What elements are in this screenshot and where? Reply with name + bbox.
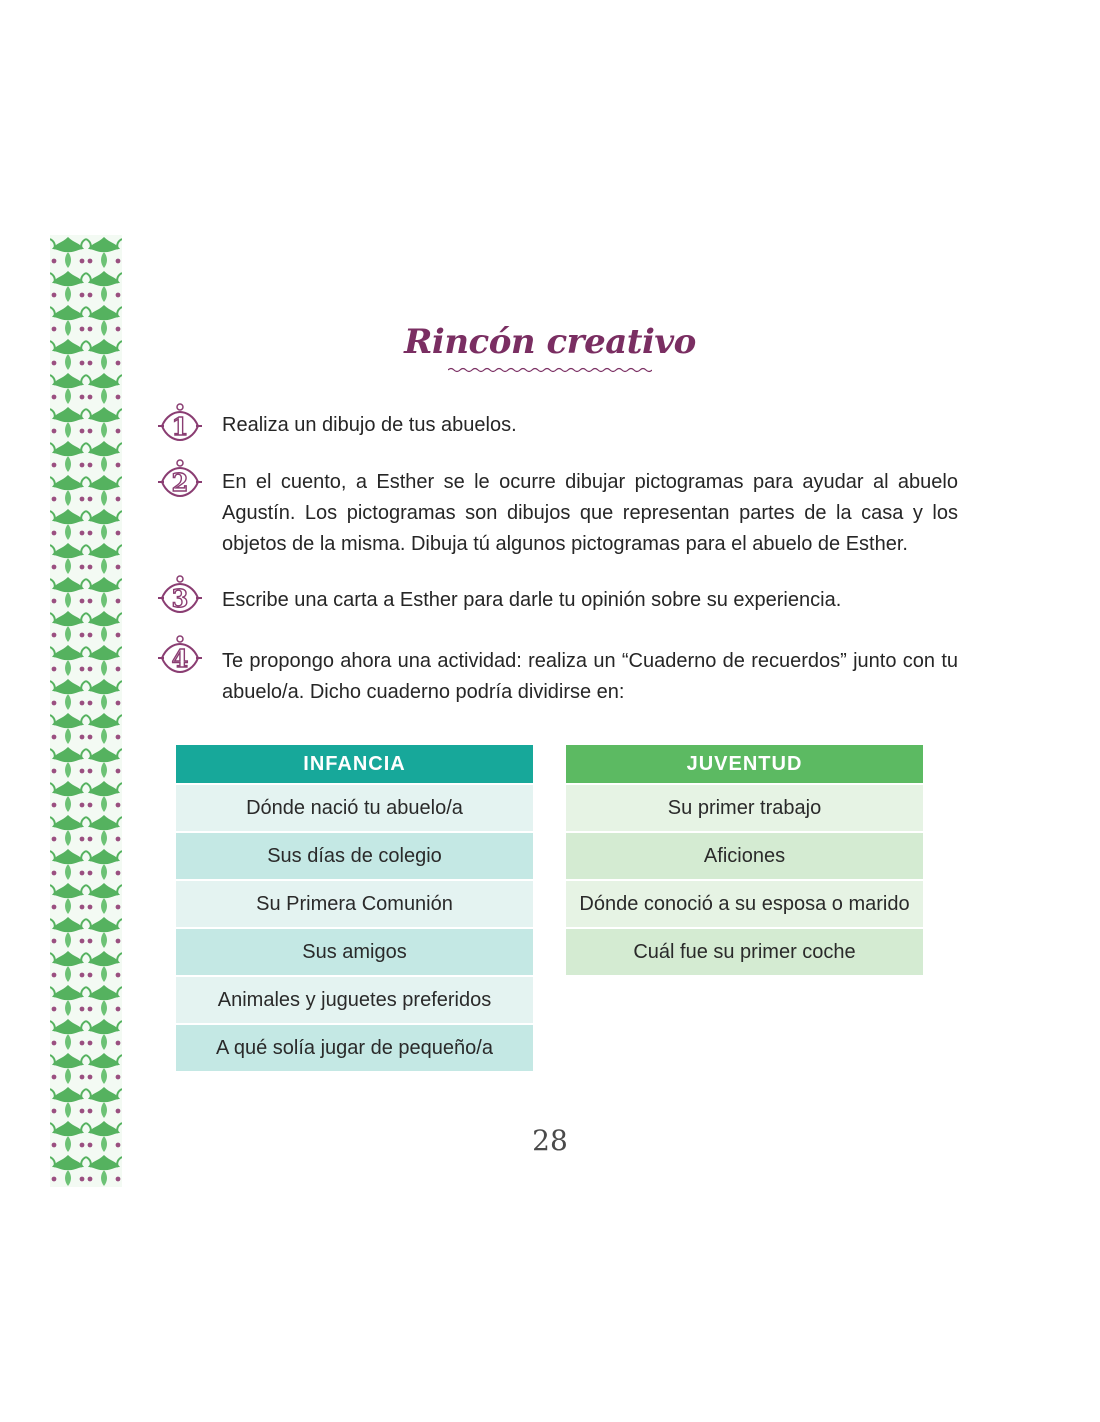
table-row: Dónde conoció a su esposa o marido	[566, 879, 923, 927]
table-row: Sus amigos	[176, 927, 533, 975]
table-row: Dónde nació tu abuelo/a	[176, 783, 533, 831]
activity-text-1: Realiza un dibujo de tus abuelos.	[222, 414, 517, 436]
number-badge-1-icon	[156, 402, 204, 450]
number-badge-2-icon	[156, 458, 204, 506]
title-underline	[448, 367, 652, 373]
svg-text:2: 2	[171, 468, 189, 497]
page-title: Rincón creativo	[404, 322, 696, 362]
table-row: A qué solía jugar de pequeño/a	[176, 1023, 533, 1071]
table-infancia-header: INFANCIA	[176, 745, 533, 783]
table-row: Cuál fue su primer coche	[566, 927, 923, 975]
svg-text:4: 4	[171, 644, 189, 673]
table-row: Animales y juguetes preferidos	[176, 975, 533, 1023]
number-badge-4-icon	[156, 634, 204, 682]
table-juventud	[566, 745, 923, 975]
activity-text-4: Te propongo ahora una actividad: realiza un “Cuaderno de recuerdos” junto con tu abuelo/a. Dicho cuaderno podría dividirse en:	[222, 650, 958, 703]
table-juventud-header: JUVENTUD	[566, 745, 923, 783]
activity-text-3: Escribe una carta a Esther para darle tu opinión sobre su experiencia.	[222, 589, 842, 611]
svg-text:3: 3	[171, 584, 189, 613]
table-infancia	[176, 745, 533, 1071]
table-row: Su primer trabajo	[566, 783, 923, 831]
table-row: Sus días de colegio	[176, 831, 533, 879]
table-row: Su Primera Comunión	[176, 879, 533, 927]
table-row: Aficiones	[566, 831, 923, 879]
svg-text:1: 1	[171, 412, 189, 441]
page-number: 28	[532, 1124, 568, 1157]
activity-text-2: En el cuento, a Esther se le ocurre dibujar pictogramas para ayudar al abuelo Agustín. Los pictogramas son dibujos que representan partes de la casa y los objetos de la misma. Dibuja tú algunos pictogramas para el abuelo de Esther.	[222, 471, 958, 555]
number-badge-3-icon	[156, 574, 204, 622]
decorative-border-pattern	[50, 235, 122, 1187]
